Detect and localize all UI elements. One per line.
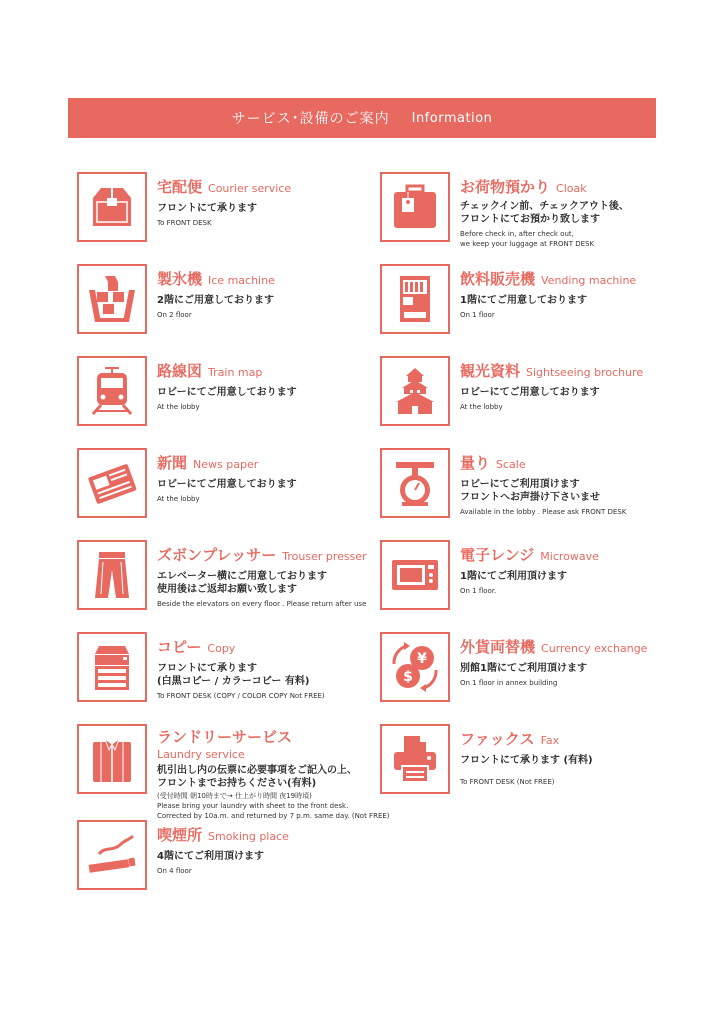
header-title-en: Information — [411, 110, 493, 126]
service-name-ja: 観光資料 — [460, 362, 521, 380]
service-sub: At the lobby — [157, 495, 200, 503]
service-desc: フロントにて承ります — [157, 203, 257, 214]
service-desc: (白黒コピー / カラーコピー 有料) — [157, 676, 310, 687]
service-desc: 2階にご用意しております — [157, 295, 274, 306]
service-name-en: Scale — [496, 458, 526, 471]
cigarette-icon — [77, 820, 147, 890]
fax-icon — [380, 724, 450, 794]
service-sub: Corrected by 10a.m. and returned by 7 p.m. same day. (Not FREE) — [157, 812, 390, 820]
service-desc: フロントにてお預かり致します — [460, 214, 600, 225]
service-desc: ロビーにてご用意しております — [157, 387, 297, 398]
service-name-en: Sightseeing brochure — [526, 366, 644, 379]
service-name-ja: ファックス — [460, 730, 535, 748]
header-banner — [68, 98, 656, 138]
castle-icon — [380, 356, 450, 426]
microwave-icon — [380, 540, 450, 610]
service-name-en: Courier service — [208, 182, 292, 195]
service-desc: 1階にてご用意しております — [460, 295, 587, 306]
service-name-ja: 外貨両替機 — [460, 638, 536, 656]
box-icon — [77, 172, 147, 242]
service-name-en: Fax — [540, 734, 560, 747]
service-desc: フロントへお声掛け下さいませ — [460, 492, 600, 503]
service-sub: (受付時間 朝10時まで→ 仕上がり時間 夜19時頃) — [157, 792, 312, 800]
scale-icon — [380, 448, 450, 518]
train-icon — [77, 356, 147, 426]
service-name-ja: 新聞 — [157, 454, 188, 472]
service-name-en: News paper — [193, 458, 259, 471]
currency-exchange-icon — [380, 632, 450, 702]
newspaper-icon — [77, 448, 147, 518]
service-desc: チェックイン前、チェックアウト後、 — [460, 201, 629, 212]
service-name-en: Vending machine — [541, 274, 637, 287]
service-desc: 使用後はご返却お願い致します — [157, 584, 297, 595]
service-name-ja: お荷物預かり — [460, 178, 551, 196]
service-sub: we keep your luggage at FRONT DESK — [460, 240, 595, 248]
service-name-en: Laundry service — [157, 748, 245, 761]
service-sub: Beside the elevators on every floor . Please return after use — [157, 600, 367, 608]
service-desc: ロビーにてご利用頂けます — [460, 479, 580, 490]
service-name-en: Trouser presser — [282, 550, 367, 563]
service-sub: On 1 floor — [460, 311, 495, 319]
vending-machine-icon — [380, 264, 450, 334]
service-sub: On 1 floor in annex building — [460, 679, 558, 687]
service-sub: On 4 floor — [157, 867, 192, 875]
service-sub: Available in the lobby . Please ask FRONT DESK — [460, 508, 627, 516]
svg-text:¥: ¥ — [417, 651, 427, 667]
service-name-ja: 量り — [460, 454, 491, 472]
service-sub: To FRONT DESK (Not FREE) — [460, 778, 555, 786]
service-name-en: Currency exchange — [541, 642, 648, 655]
service-desc: ロビーにてご用意しております — [157, 479, 297, 490]
service-desc: フロントまでお持ちください(有料) — [157, 778, 317, 789]
suitcase-icon — [380, 172, 450, 242]
service-sub: To FRONT DESK — [157, 219, 212, 227]
ice-icon — [77, 264, 147, 334]
service-name-en: Cloak — [556, 182, 587, 195]
service-name-en: Smoking place — [208, 830, 289, 843]
service-desc: ロビーにてご用意しております — [460, 387, 600, 398]
service-name-ja: 宅配便 — [157, 178, 203, 196]
service-name-en: Train map — [208, 366, 263, 379]
service-desc: 1階にてご利用頂けます — [460, 571, 567, 582]
shirt-icon — [77, 724, 147, 794]
service-sub: At the lobby — [157, 403, 200, 411]
copier-icon — [77, 632, 147, 702]
service-desc: 別館1階にてご利用頂けます — [460, 663, 587, 674]
service-name-ja: ズボンプレッサー — [157, 546, 277, 564]
header-title-ja: サービス･設備のご案内 — [231, 111, 390, 127]
service-name-ja: ランドリーサービス — [157, 728, 293, 746]
service-desc: 4階にてご利用頂けます — [157, 851, 264, 862]
service-desc: エレベーター横にご用意しております — [157, 571, 327, 582]
service-sub: Please bring your laundry with sheet to the front desk. — [157, 802, 349, 810]
service-name-en: Ice machine — [208, 274, 275, 287]
service-name-ja: コピー — [157, 638, 202, 656]
service-sub: At the lobby — [460, 403, 503, 411]
service-name-ja: 飲料販売機 — [460, 270, 536, 288]
service-name-ja: 電子レンジ — [460, 546, 535, 564]
service-desc: フロントにて承ります — [157, 663, 257, 674]
service-sub: On 1 floor. — [460, 587, 497, 595]
service-sub: To FRONT DESK (COPY / COLOR COPY Not FREE) — [157, 692, 325, 700]
service-name-ja: 路線図 — [157, 362, 203, 380]
trousers-icon — [77, 540, 147, 610]
service-desc: フロントにて承ります (有料) — [460, 755, 593, 766]
svg-text:$: $ — [403, 669, 413, 685]
service-name-ja: 喫煙所 — [157, 826, 203, 844]
service-sub: Before check in, after check out, — [460, 230, 574, 238]
service-name-ja: 製氷機 — [157, 270, 203, 288]
service-sub: On 2 floor — [157, 311, 192, 319]
service-desc: 机引出し内の伝票に必要事項をご記入の上、 — [157, 765, 357, 776]
service-name-en: Copy — [207, 642, 236, 655]
service-name-en: Microwave — [540, 550, 599, 563]
